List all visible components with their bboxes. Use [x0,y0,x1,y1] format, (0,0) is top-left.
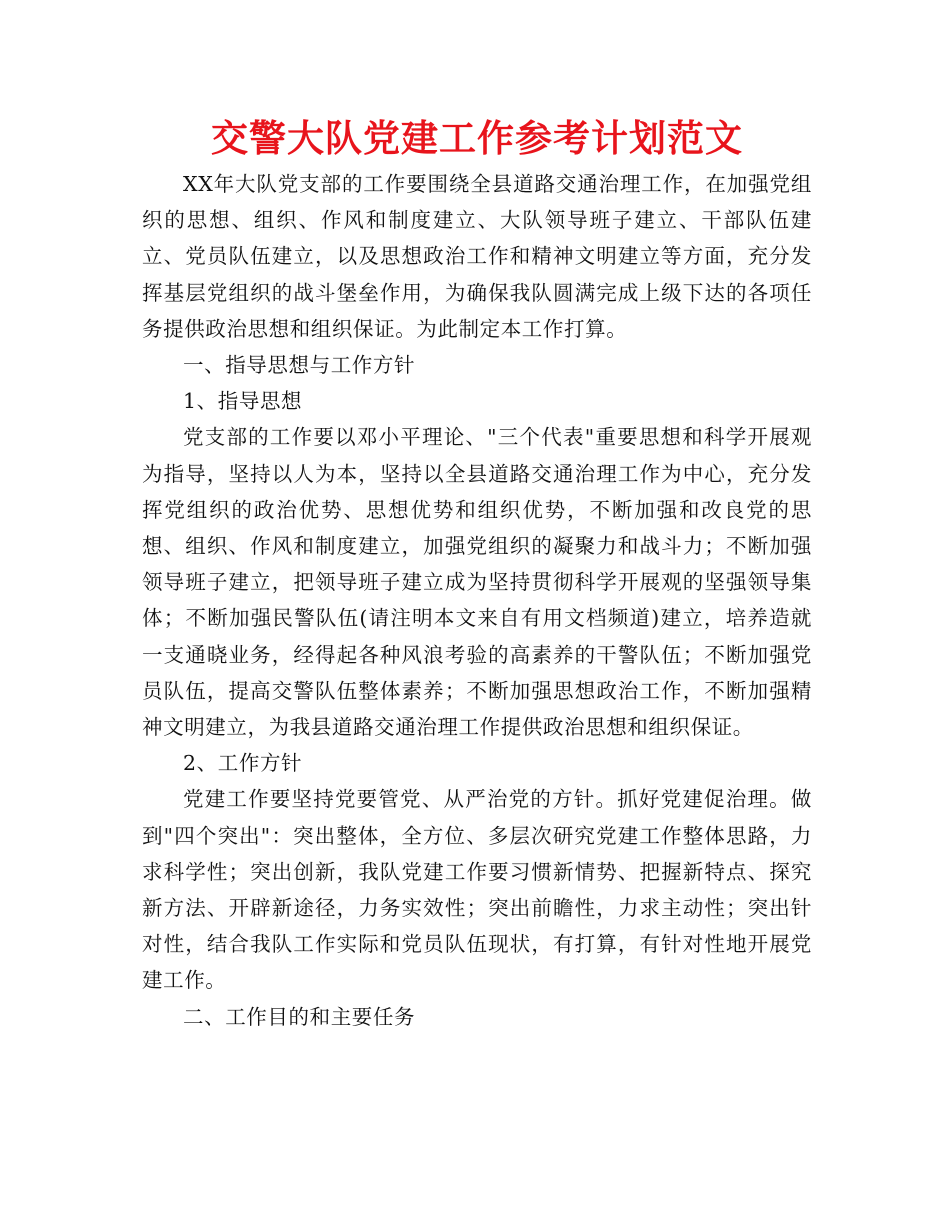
subsection-heading-work-policy: 2、工作方针 [183,751,303,776]
guiding-ideology-paragraph: 党支部的工作要以邓小平理论、"三个代表"重要思想和科学开展观为指导，坚持以人为本，坚持以全县道路交通治理工作为中心，充分发挥党组织的政治优势、思想优势和组织优势，不断加强和改良党的思想、组织、作风和制度建立，加强党组织的凝聚力和战斗力；不断加强领导班子建立，把领导班子建立成为坚持贯彻科学开展观的坚强领导集体；不断加强民警队伍(请注明本文来自有用文档频道)建立，培养造就一支通晓业务，经得起各种风浪考验的高素养的干警队伍；不断加强党员队伍，提高交警队伍整体素养；不断加强思想政治工作，不断加强精神文明建立，为我县道路交通治理工作提供政治思想和组织保证。 [142,425,812,740]
subsection-heading-guiding-ideology: 1、指导思想 [183,389,303,414]
document-page [142,114,812,1035]
section-heading-guiding-principles: 一、指导思想与工作方针 [183,353,416,378]
section-heading-goals-and-tasks: 二、工作目的和主要任务 [183,1004,416,1029]
document-title: 交警大队党建工作参考计划范文 [211,117,743,160]
work-policy-paragraph: 党建工作要坚持党要管党、从严治党的方针。抓好党建促治理。做到"四个突出"：突出整体，全方位、多层次研究党建工作整体思路，力求科学性；突出创新，我队党建工作要习惯新情势、把握新特点、探究新方法、开辟新途径，力务实效性；突出前瞻性，力求主动性；突出针对性，结合我队工作实际和党员队伍现状，有打算，有针对性地开展党建工作。 [142,787,812,993]
intro-paragraph: XX年大队党支部的工作要围绕全县道路交通治理工作，在加强党组织的思想、组织、作风和制度建立、大队领导班子建立、干部队伍建立、党员队伍建立，以及思想政治工作和精神文明建立等方面，充分发挥基层党组织的战斗堡垒作用，为确保我队圆满完成上级下达的各项任务提供政治思想和组织保证。为此制定本工作打算。 [142,172,812,341]
